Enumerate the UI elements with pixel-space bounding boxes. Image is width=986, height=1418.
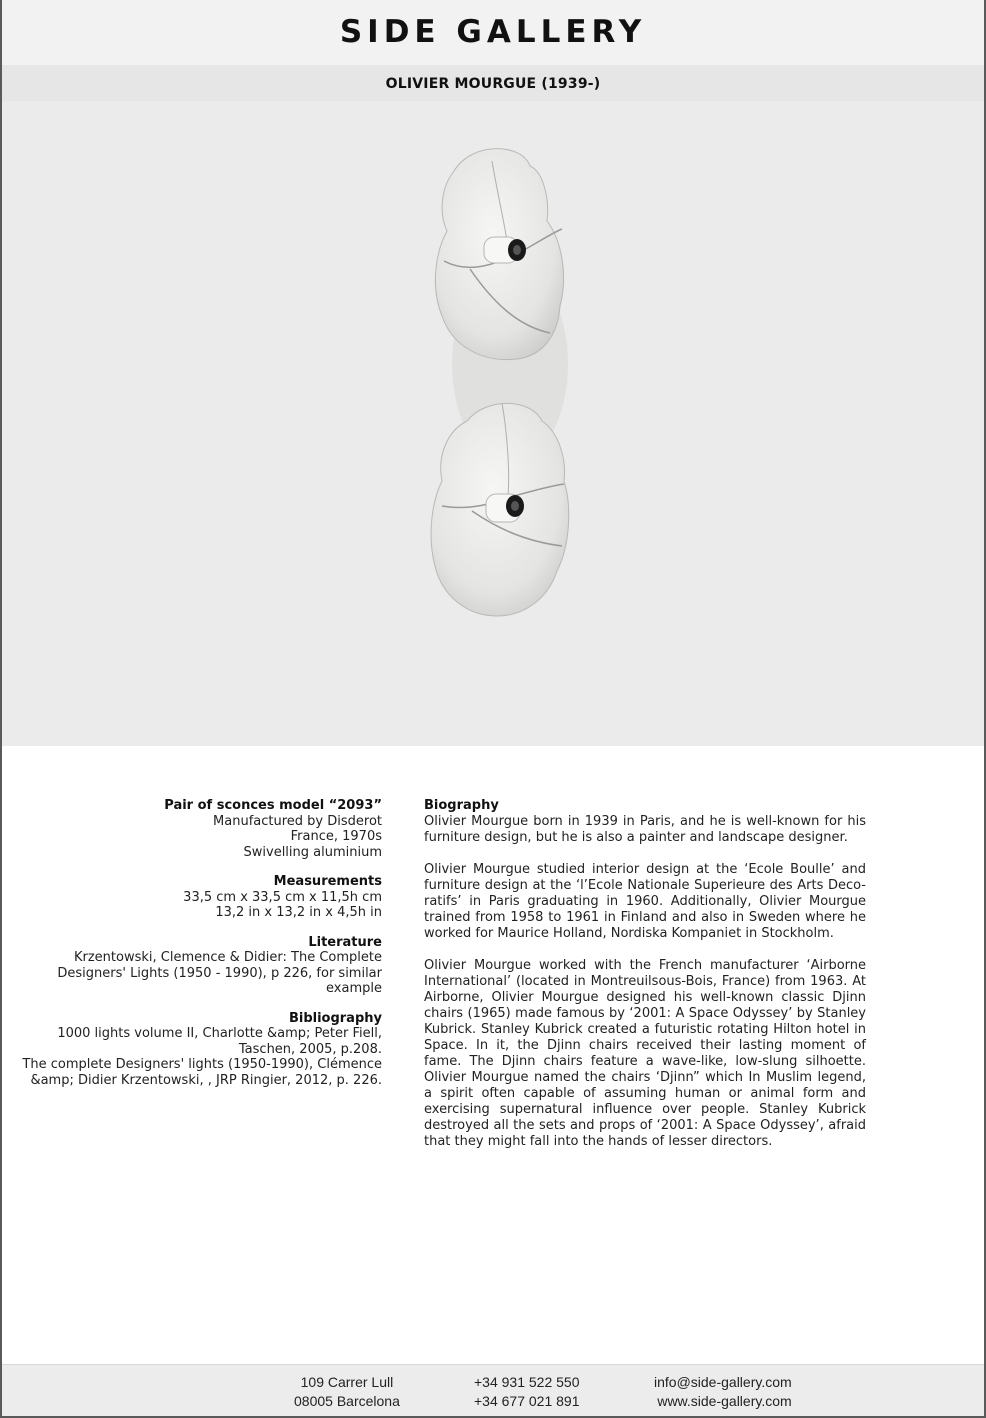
literature-heading: Literature xyxy=(308,934,382,950)
bibliography-line: 1000 lights volume II, Charlotte &amp; Peter Fiell, xyxy=(57,1026,382,1041)
measurements-in: 13,2 in x 13,2 in x 4,5h in xyxy=(215,905,382,920)
biography-section xyxy=(424,798,866,1166)
product-title: Pair of sconces model “2093” xyxy=(164,798,382,813)
address-line: 109 Carrer Lull xyxy=(300,1374,394,1390)
product-manufacturer: Manufactured by Disderot xyxy=(213,813,382,829)
email-link[interactable]: info@side-gallery.com xyxy=(654,1374,792,1390)
address-line: 08005 Barcelona xyxy=(294,1393,400,1409)
biography-paragraph: Olivier Mourgue born in 1939 in Paris, and he is well-known for his furniture design, but he is also a painter and landscape designer. xyxy=(424,814,866,845)
biography-heading: Biography xyxy=(424,798,499,813)
biography-paragraph: Olivier Mourgue studied interior design at the ‘Ecole Boulle’ and furniture design at the ‘l’Ecole Nationale Superieure des Arts Deco-ratifs’ in Paris graduating in 1960. Additionally, Olivier Mourgue trained from 1958 to 1961 in Finland and also in Sweden where he worked for Maurice Holland, Nordiska Kompaniet in Stockholm. xyxy=(424,862,866,941)
website-link[interactable]: www.side-gallery.com xyxy=(657,1393,792,1409)
literature-line: Krzentowski, Clemence & Didier: The Complete xyxy=(73,950,382,965)
literature-line: example xyxy=(326,981,382,996)
product-summary xyxy=(22,798,382,860)
biography-paragraph: Olivier Mourgue worked with the French manufacturer ‘Airborne International’ (located in Montreuilsous-Bois, France) from 1963. At Airborne, Olivier Mourgue designed his well-known classic Djinn chairs (1965) made famous by ‘2001: A Space Odyssey’ by Stanley Kubrick. Stanley Kubrick created a futuristic rotating Hilton hotel in Space. In it, the Djinn chairs received their lasting moment of fame. The Djinn chairs feature a wave-like, low-slung silhoette. Olivier Mourgue named the chairs ‘Djinn” which In Muslim legend, a spirit often capable of assuming human or animal form and exercising supernatural influence over people. Stanley Kubrick destroyed all the sets and props of ‘2001: A Space Odyssey’, afraid that they might fall into the hands of lesser directors. xyxy=(424,958,866,1149)
gallery-logo: SIDE GALLERY xyxy=(339,14,647,50)
footer-phones xyxy=(474,1373,580,1411)
product-origin: France, 1970s xyxy=(290,829,382,844)
bibliography-block xyxy=(22,1011,382,1089)
measurements-cm: 33,5 cm x 33,5 cm x 11,5h cm xyxy=(183,889,382,905)
brand-header xyxy=(2,0,984,65)
footer-online xyxy=(654,1373,792,1411)
designer-name: OLIVIER MOURGUE (1939-) xyxy=(385,76,601,92)
bibliography-line: The complete Designers' lights (1950-1990), Clémence xyxy=(22,1057,382,1072)
sconce-bottom xyxy=(431,403,569,616)
phone-number[interactable]: +34 931 522 550 xyxy=(474,1374,580,1390)
product-details xyxy=(22,798,382,1102)
document-page xyxy=(2,0,984,1416)
literature-line: Designers' Lights (1950 - 1990), p 226, for similar xyxy=(57,965,382,981)
measurements-block xyxy=(22,874,382,921)
literature-block xyxy=(22,935,382,997)
measurements-heading: Measurements xyxy=(273,874,382,889)
bibliography-line: &amp; Didier Krzentowski, , JRP Ringier, 2012, p. 226. xyxy=(30,1072,382,1088)
bibliography-line: Taschen, 2005, p.208. xyxy=(238,1041,382,1057)
footer-address xyxy=(294,1373,400,1411)
bibliography-heading: Bibliography xyxy=(288,1010,382,1026)
footer-contact xyxy=(2,1364,984,1416)
wall-sconce-pair-image xyxy=(2,101,984,746)
phone-number[interactable]: +34 677 021 891 xyxy=(474,1393,580,1409)
product-photo xyxy=(2,101,984,746)
product-material: Swivelling aluminium xyxy=(243,844,382,860)
designer-header xyxy=(2,65,984,101)
